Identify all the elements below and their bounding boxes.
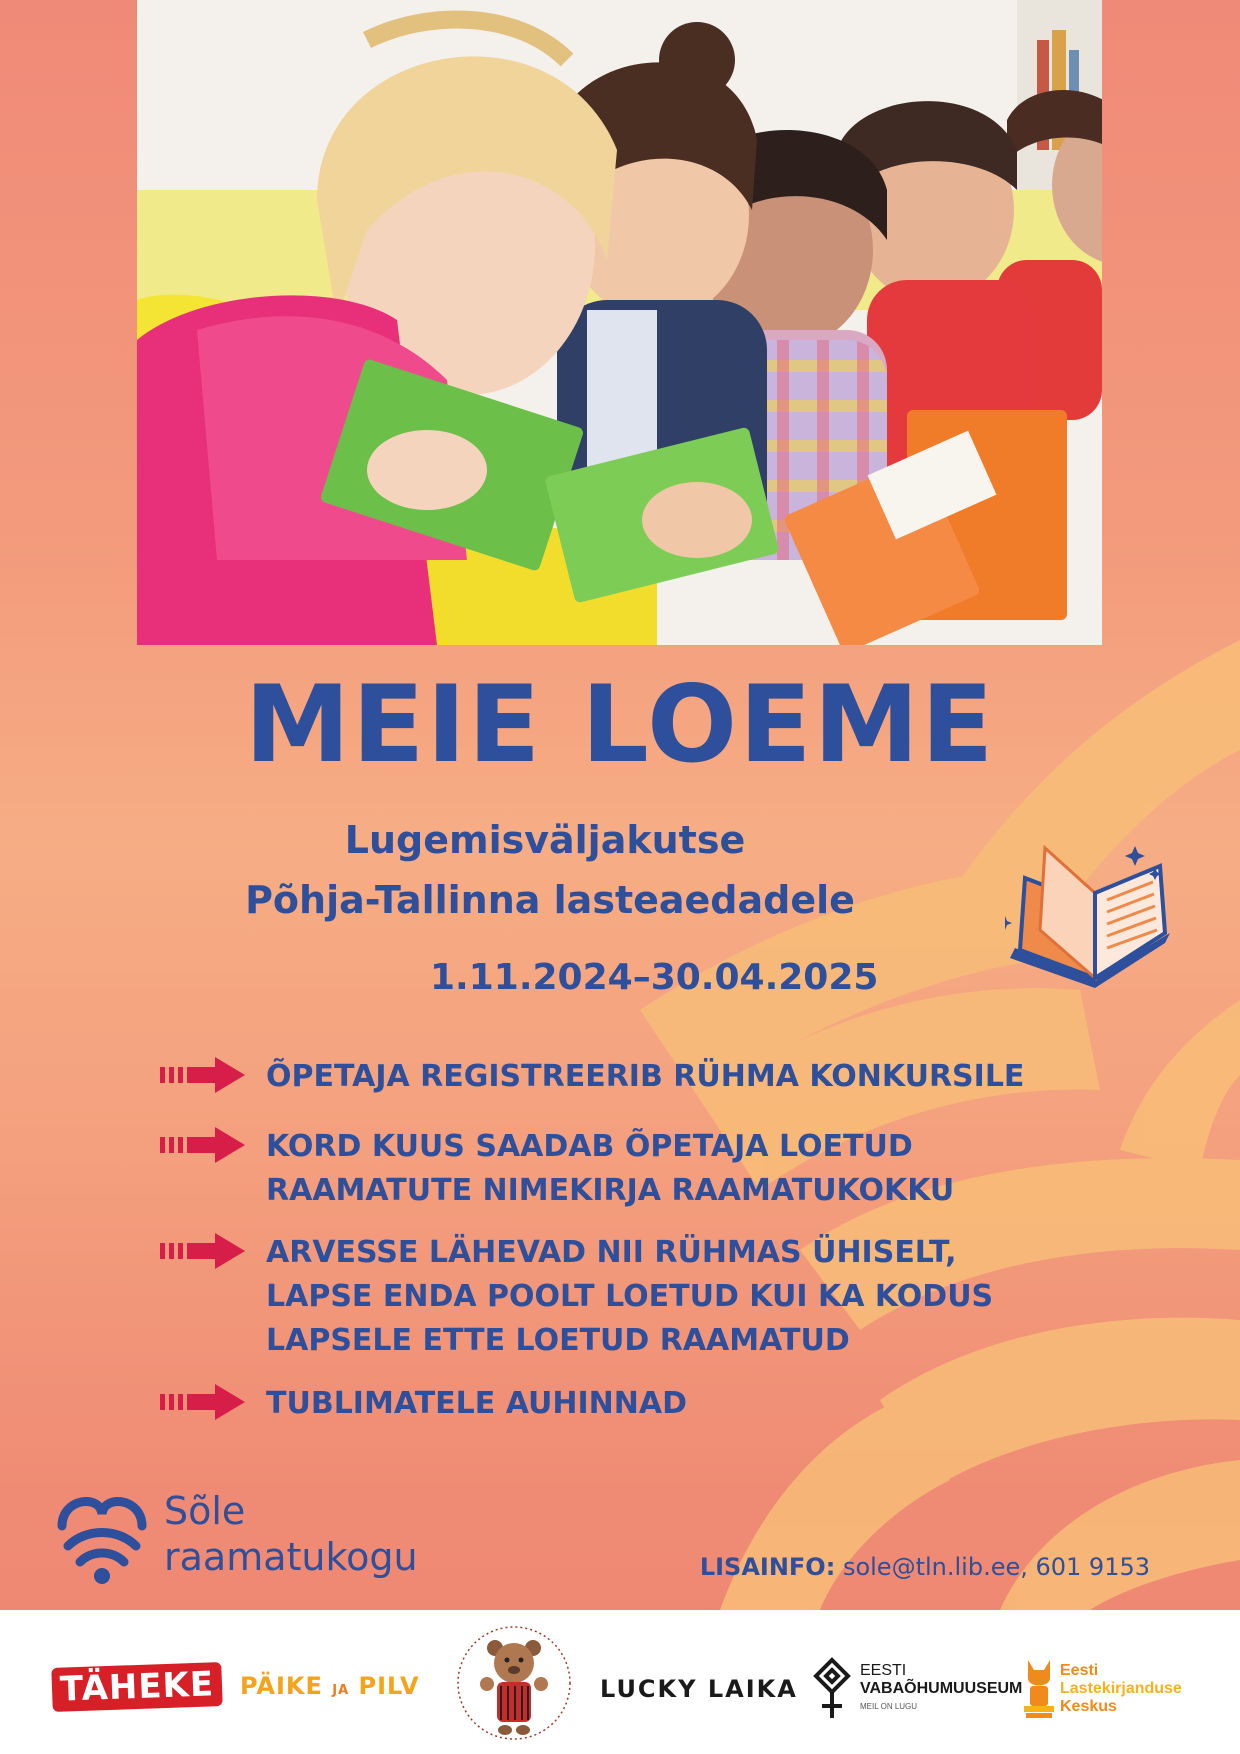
children-reading-illustration <box>137 0 1102 645</box>
arrow-right-icon <box>160 1382 248 1422</box>
lucky-laika-logo: LUCKY LAIKA <box>600 1675 798 1703</box>
toy-museum-bear-logo <box>455 1618 573 1748</box>
elk-line3: Keskus <box>1060 1698 1117 1715</box>
rule-text: KORD KUUS SAADAB ÕPETAJA LOETUD RAAMATUTE NIMEKIRJA RAAMATUKOKKU <box>266 1129 955 1208</box>
challenge-dates: 1.11.2024–30.04.2025 <box>430 957 879 998</box>
contact-info <box>700 1553 1150 1581</box>
pilv-word: PILV <box>358 1672 420 1700</box>
rule-text: TUBLIMATELE AUHINNAD <box>266 1386 687 1421</box>
rule-text: ÕPETAJA REGISTREERIB RÜHMA KONKURSILE <box>266 1059 1025 1094</box>
rule-text: ARVESSE LÄHEVAD NII RÜHMAS ÜHISELT, LAPSE ENDA POOLT LOETUD KUI KA KODUS LAPSELE ETTE LOETUD RAAMATUD <box>266 1235 994 1358</box>
open-air-museum-mark-icon <box>812 1656 852 1720</box>
open-book-icon <box>1005 838 1180 998</box>
elk-line2: Lastekirjanduse <box>1060 1680 1182 1697</box>
arrow-right-icon <box>160 1055 248 1095</box>
paike-word: PÄIKE <box>240 1672 323 1700</box>
evm-line3: MEIL ON LUGU <box>860 1702 918 1711</box>
taheke-logo: TÄHEKE <box>51 1662 223 1712</box>
childrens-literature-centre-logo <box>1060 1662 1182 1716</box>
library-logo-icon <box>56 1488 148 1586</box>
elk-line1: Eesti <box>1060 1662 1099 1679</box>
subtitle-line1: Lugemisväljakutse <box>344 818 746 862</box>
arrow-right-icon <box>160 1231 248 1271</box>
contact-value: sole@tln.lib.ee, 601 9153 <box>842 1553 1150 1581</box>
library-name-line1: Sõle <box>164 1489 246 1533</box>
evm-line1: EESTI <box>860 1662 907 1679</box>
children-reading-photo <box>137 0 1102 645</box>
sponsor-bar <box>0 1610 1240 1754</box>
main-title: MEIE LOEME <box>244 663 996 786</box>
library-name <box>164 1488 418 1580</box>
library-name-line2: raamatukogu <box>164 1535 418 1579</box>
contact-label: LISAINFO: <box>699 1553 836 1581</box>
rule-item <box>160 1055 1146 1099</box>
arrow-right-icon <box>160 1125 248 1165</box>
evm-line2: VABAÕHUMUUSEUM <box>860 1680 1023 1697</box>
open-air-museum-logo <box>860 1662 1022 1716</box>
rule-item <box>160 1231 1146 1363</box>
paike-ja-word: JA <box>332 1683 350 1698</box>
paike-ja-pilv-logo <box>240 1672 420 1700</box>
rule-item <box>160 1125 1146 1213</box>
childrens-literature-fox-icon <box>1022 1656 1056 1720</box>
subtitle-line2: Põhja-Tallinna lasteaedadele <box>245 878 855 922</box>
rule-item <box>160 1382 1146 1426</box>
